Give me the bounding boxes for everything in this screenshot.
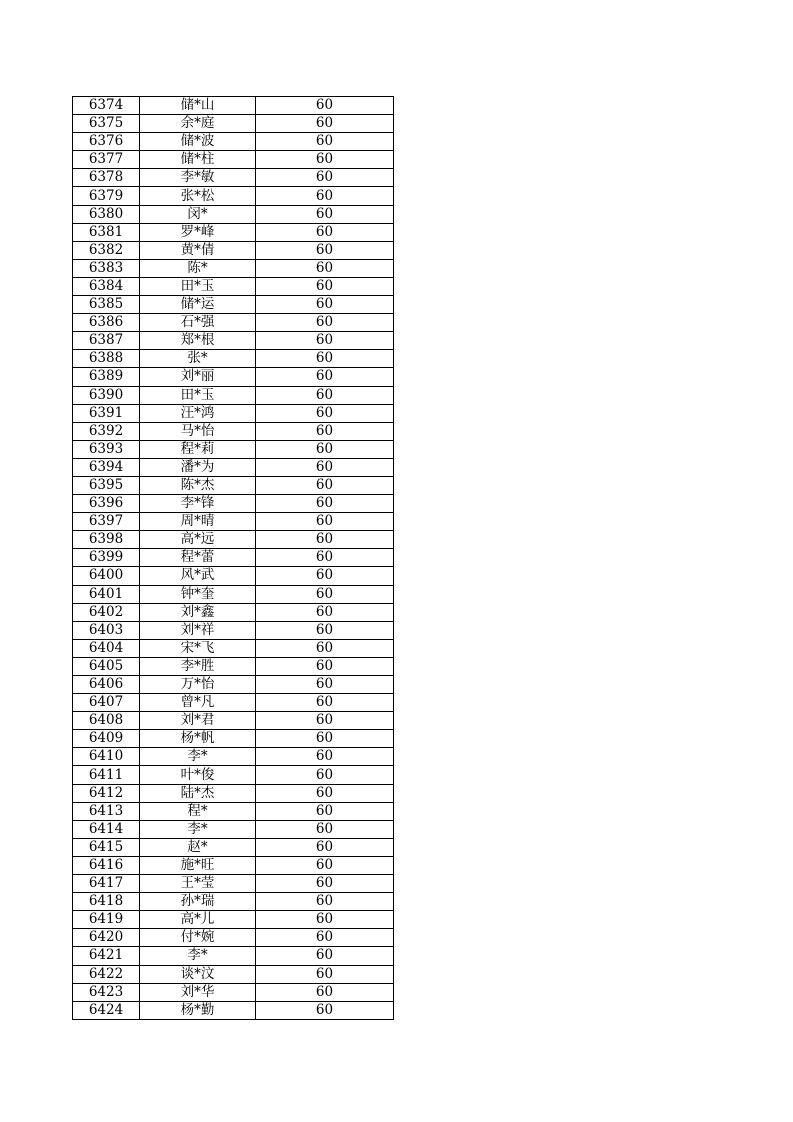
table-row [73, 549, 394, 567]
table-row [73, 350, 394, 368]
row-number-cell: 6378 [73, 169, 140, 187]
score-cell: 60 [256, 440, 394, 458]
name-cell: 田*玉 [140, 386, 256, 404]
name-cell: 储*运 [140, 296, 256, 314]
score-cell: 60 [256, 531, 394, 549]
score-cell: 60 [256, 567, 394, 585]
name-cell: 李* [140, 820, 256, 838]
row-number-cell: 6423 [73, 983, 140, 1001]
table-row [73, 97, 394, 115]
table-row [73, 585, 394, 603]
score-cell: 60 [256, 621, 394, 639]
table-row [73, 440, 394, 458]
table-row [73, 802, 394, 820]
row-number-cell: 6386 [73, 314, 140, 332]
score-cell: 60 [256, 241, 394, 259]
score-cell: 60 [256, 458, 394, 476]
name-cell: 储*波 [140, 133, 256, 151]
row-number-cell: 6420 [73, 929, 140, 947]
score-cell: 60 [256, 332, 394, 350]
table-body [73, 97, 394, 1020]
table-row [73, 730, 394, 748]
score-cell: 60 [256, 965, 394, 983]
row-number-cell: 6384 [73, 277, 140, 295]
score-cell: 60 [256, 386, 394, 404]
name-cell: 谈*汶 [140, 965, 256, 983]
table-row [73, 332, 394, 350]
table-row [73, 893, 394, 911]
row-number-cell: 6379 [73, 187, 140, 205]
row-number-cell: 6419 [73, 911, 140, 929]
table-row [73, 277, 394, 295]
name-cell: 曾*凡 [140, 694, 256, 712]
score-cell: 60 [256, 314, 394, 332]
name-cell: 李*胜 [140, 657, 256, 675]
score-cell: 60 [256, 549, 394, 567]
name-cell: 马*怡 [140, 422, 256, 440]
name-cell: 郑*根 [140, 332, 256, 350]
table-row [73, 1001, 394, 1019]
row-number-cell: 6409 [73, 730, 140, 748]
row-number-cell: 6421 [73, 947, 140, 965]
table-row [73, 965, 394, 983]
table-row [73, 929, 394, 947]
name-cell: 张*松 [140, 187, 256, 205]
score-cell: 60 [256, 495, 394, 513]
table-row [73, 856, 394, 874]
row-number-cell: 6411 [73, 766, 140, 784]
score-cell: 60 [256, 187, 394, 205]
table-row [73, 784, 394, 802]
name-cell: 陆*杰 [140, 784, 256, 802]
name-cell: 刘*祥 [140, 621, 256, 639]
table-row [73, 838, 394, 856]
score-cell: 60 [256, 169, 394, 187]
table-row [73, 314, 394, 332]
row-number-cell: 6412 [73, 784, 140, 802]
name-cell: 黄*倩 [140, 241, 256, 259]
data-table [72, 96, 394, 1020]
row-number-cell: 6405 [73, 657, 140, 675]
table-row [73, 296, 394, 314]
row-number-cell: 6382 [73, 241, 140, 259]
table-row [73, 567, 394, 585]
row-number-cell: 6415 [73, 838, 140, 856]
name-cell: 风*武 [140, 567, 256, 585]
name-cell: 程*蕾 [140, 549, 256, 567]
row-number-cell: 6406 [73, 676, 140, 694]
name-cell: 李* [140, 748, 256, 766]
table-row [73, 911, 394, 929]
row-number-cell: 6397 [73, 513, 140, 531]
name-cell: 钟*奎 [140, 585, 256, 603]
name-cell: 刘*君 [140, 712, 256, 730]
table-row [73, 983, 394, 1001]
row-number-cell: 6381 [73, 223, 140, 241]
table-row [73, 386, 394, 404]
score-cell: 60 [256, 259, 394, 277]
row-number-cell: 6388 [73, 350, 140, 368]
row-number-cell: 6394 [73, 458, 140, 476]
name-cell: 高*儿 [140, 911, 256, 929]
name-cell: 孙*瑞 [140, 893, 256, 911]
name-cell: 储*柱 [140, 151, 256, 169]
score-cell: 60 [256, 368, 394, 386]
score-cell: 60 [256, 856, 394, 874]
name-cell: 李*敏 [140, 169, 256, 187]
name-cell: 汪*鸿 [140, 404, 256, 422]
row-number-cell: 6416 [73, 856, 140, 874]
row-number-cell: 6383 [73, 259, 140, 277]
score-cell: 60 [256, 802, 394, 820]
name-cell: 余*庭 [140, 115, 256, 133]
score-cell: 60 [256, 784, 394, 802]
score-cell: 60 [256, 476, 394, 494]
score-cell: 60 [256, 1001, 394, 1019]
row-number-cell: 6376 [73, 133, 140, 151]
score-cell: 60 [256, 820, 394, 838]
name-cell: 陈*杰 [140, 476, 256, 494]
row-number-cell: 6392 [73, 422, 140, 440]
row-number-cell: 6402 [73, 603, 140, 621]
row-number-cell: 6418 [73, 893, 140, 911]
name-cell: 田*玉 [140, 277, 256, 295]
row-number-cell: 6387 [73, 332, 140, 350]
row-number-cell: 6375 [73, 115, 140, 133]
name-cell: 刘*鑫 [140, 603, 256, 621]
row-number-cell: 6417 [73, 875, 140, 893]
score-cell: 60 [256, 350, 394, 368]
row-number-cell: 6398 [73, 531, 140, 549]
score-cell: 60 [256, 513, 394, 531]
table-row [73, 476, 394, 494]
row-number-cell: 6391 [73, 404, 140, 422]
score-cell: 60 [256, 893, 394, 911]
row-number-cell: 6396 [73, 495, 140, 513]
score-cell: 60 [256, 730, 394, 748]
row-number-cell: 6377 [73, 151, 140, 169]
table-row [73, 676, 394, 694]
table-row [73, 694, 394, 712]
name-cell: 付*婉 [140, 929, 256, 947]
row-number-cell: 6393 [73, 440, 140, 458]
table-row [73, 115, 394, 133]
score-cell: 60 [256, 748, 394, 766]
name-cell: 高*远 [140, 531, 256, 549]
table-row [73, 820, 394, 838]
name-cell: 施*旺 [140, 856, 256, 874]
name-cell: 潘*为 [140, 458, 256, 476]
row-number-cell: 6400 [73, 567, 140, 585]
row-number-cell: 6395 [73, 476, 140, 494]
row-number-cell: 6374 [73, 97, 140, 115]
score-cell: 60 [256, 296, 394, 314]
score-cell: 60 [256, 657, 394, 675]
row-number-cell: 6424 [73, 1001, 140, 1019]
score-cell: 60 [256, 983, 394, 1001]
name-cell: 杨*帆 [140, 730, 256, 748]
score-cell: 60 [256, 838, 394, 856]
score-cell: 60 [256, 115, 394, 133]
table-row [73, 151, 394, 169]
table-row [73, 133, 394, 151]
name-cell: 李* [140, 947, 256, 965]
name-cell: 杨*勤 [140, 1001, 256, 1019]
row-number-cell: 6380 [73, 205, 140, 223]
row-number-cell: 6404 [73, 639, 140, 657]
table-row [73, 748, 394, 766]
table-row [73, 639, 394, 657]
name-cell: 王*莹 [140, 875, 256, 893]
table-row [73, 422, 394, 440]
score-cell: 60 [256, 404, 394, 422]
table-row [73, 712, 394, 730]
table-row [73, 259, 394, 277]
table-row [73, 513, 394, 531]
name-cell: 李*锋 [140, 495, 256, 513]
row-number-cell: 6399 [73, 549, 140, 567]
score-cell: 60 [256, 151, 394, 169]
row-number-cell: 6414 [73, 820, 140, 838]
name-cell: 陈* [140, 259, 256, 277]
table-row [73, 187, 394, 205]
name-cell: 叶*俊 [140, 766, 256, 784]
table-row [73, 657, 394, 675]
row-number-cell: 6410 [73, 748, 140, 766]
score-cell: 60 [256, 875, 394, 893]
name-cell: 万*怡 [140, 676, 256, 694]
table-row [73, 368, 394, 386]
table-row [73, 169, 394, 187]
score-cell: 60 [256, 422, 394, 440]
score-cell: 60 [256, 947, 394, 965]
table-row [73, 458, 394, 476]
name-cell: 闵* [140, 205, 256, 223]
row-number-cell: 6408 [73, 712, 140, 730]
score-cell: 60 [256, 766, 394, 784]
row-number-cell: 6401 [73, 585, 140, 603]
score-cell: 60 [256, 133, 394, 151]
score-cell: 60 [256, 694, 394, 712]
table-row [73, 875, 394, 893]
score-cell: 60 [256, 639, 394, 657]
name-cell: 程* [140, 802, 256, 820]
score-cell: 60 [256, 277, 394, 295]
table-row [73, 947, 394, 965]
name-cell: 储*山 [140, 97, 256, 115]
name-cell: 刘*丽 [140, 368, 256, 386]
table-row [73, 603, 394, 621]
name-cell: 程*莉 [140, 440, 256, 458]
name-cell: 石*强 [140, 314, 256, 332]
row-number-cell: 6407 [73, 694, 140, 712]
table-row [73, 621, 394, 639]
table-row [73, 766, 394, 784]
row-number-cell: 6422 [73, 965, 140, 983]
score-cell: 60 [256, 929, 394, 947]
row-number-cell: 6413 [73, 802, 140, 820]
name-cell: 周*晴 [140, 513, 256, 531]
row-number-cell: 6389 [73, 368, 140, 386]
name-cell: 罗*峰 [140, 223, 256, 241]
score-cell: 60 [256, 911, 394, 929]
score-cell: 60 [256, 585, 394, 603]
table-row [73, 495, 394, 513]
score-cell: 60 [256, 603, 394, 621]
name-cell: 张* [140, 350, 256, 368]
score-cell: 60 [256, 97, 394, 115]
name-cell: 刘*华 [140, 983, 256, 1001]
name-cell: 赵* [140, 838, 256, 856]
table-row [73, 205, 394, 223]
score-cell: 60 [256, 712, 394, 730]
table-row [73, 241, 394, 259]
score-cell: 60 [256, 223, 394, 241]
table-row [73, 223, 394, 241]
row-number-cell: 6390 [73, 386, 140, 404]
sheet-area [72, 96, 394, 1020]
row-number-cell: 6403 [73, 621, 140, 639]
score-cell: 60 [256, 205, 394, 223]
row-number-cell: 6385 [73, 296, 140, 314]
table-row [73, 404, 394, 422]
score-cell: 60 [256, 676, 394, 694]
table-row [73, 531, 394, 549]
name-cell: 宋*飞 [140, 639, 256, 657]
